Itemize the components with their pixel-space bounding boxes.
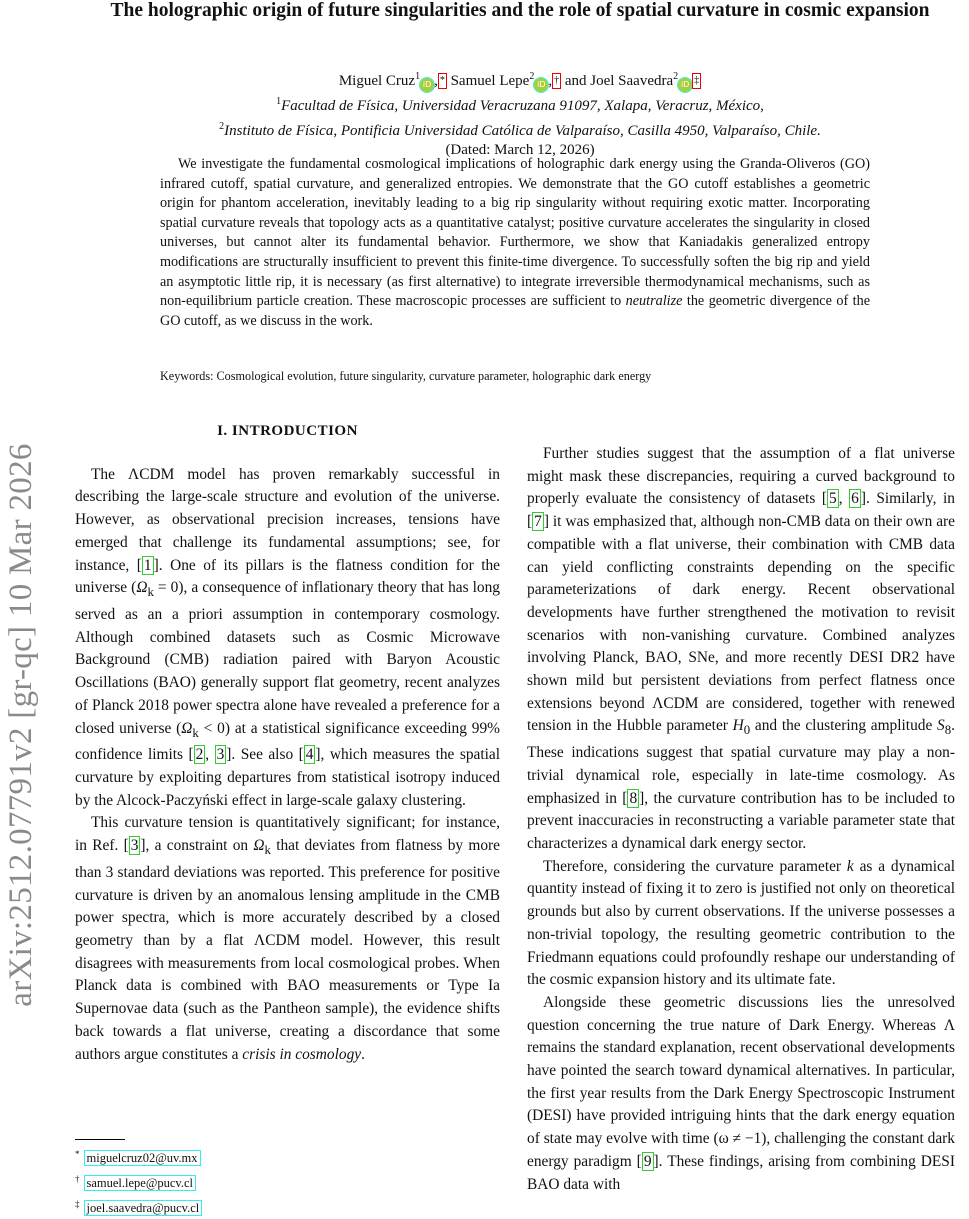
citation-link[interactable]: 4 — [305, 746, 314, 764]
footnote-mark: † — [75, 1174, 80, 1185]
footnote-rule — [75, 1139, 125, 1140]
citation-link[interactable]: 7 — [534, 513, 542, 531]
citation-link[interactable]: 6 — [851, 490, 859, 508]
footnote — [75, 1194, 202, 1219]
email-link[interactable]: samuel.lepe@pucv.cl — [84, 1175, 197, 1191]
footnote-mark: * — [75, 1149, 80, 1159]
footnote-link[interactable]: * — [438, 73, 447, 89]
paragraph: Alongside these geometric discussions lies the unresolved question concerning the true nature of Dark Energy. Whereas Λ remains the standard explanation, recent observational developments have pointed the search toward dynamical alternatives. In particular, the first year results from the Dark Energy Spectroscopic Instrument (DESI) have provided intriguing hints that the dark energy equation of state may evolve with time (ω ≠ −1), challenging the constant dark energy paradigm [ 9 ]. These findings, arising from combining DESI BAO data with — [527, 993, 955, 1193]
author-name: Joel Saavedra — [590, 73, 674, 89]
orcid-icon[interactable]: iD — [420, 78, 434, 92]
affiliation-text: Instituto de Física, Pontificia Universidad Católica de Valparaíso, Casilla 4950, Valparaíso, Chile. — [224, 122, 821, 139]
orcid-icon[interactable]: iD — [534, 78, 548, 92]
footnotes — [75, 1144, 202, 1219]
keywords: Keywords: Cosmological evolution, future singularity, curvature parameter, holographic dark energy — [160, 369, 652, 383]
footnote — [75, 1169, 202, 1194]
citation-link[interactable]: 3 — [130, 837, 139, 855]
left-column — [75, 420, 500, 1066]
citation-link[interactable]: 3 — [216, 746, 225, 764]
paper-title: The holographic origin of future singularities and the role of spatial curvature in cosmic expansion — [110, 0, 930, 21]
author-block — [80, 67, 960, 161]
footnote — [75, 1144, 202, 1169]
affiliation-mark: 1 — [415, 71, 421, 82]
affiliation — [80, 92, 960, 117]
affiliation-number: 2 — [219, 120, 225, 132]
citation-link[interactable]: 8 — [629, 789, 638, 807]
footnote-mark: ‡ — [75, 1199, 80, 1210]
paragraph: Further studies suggest that the assumption of a flat universe might mask these discrepancies, requiring a curved background to properly evaluate the consistency of datasets [ 5 , 6 ]. Similarly, in [ 7 ] it was emphasized that, although non-CMB data on their own are compatible with a flat universe, their combination with CMB data can yield conflicting constraints depending on the specific parameterizations of dark energy. Recent observational developments have further strengthened the motivation to revisit scenarios with non-vanishing curvature. Combined analyzes involving Planck, BAO, SNe, and more recently DESI DR2 have shown mild but persistent deviations from perfect flatness once extensions beyond ΛCDM are considered, together with renewed tension in the Hubble parameter $H_0$ and the clustering amplitude $S_8$. These indications suggest that spatial curvature may play a non-trivial dynamical role, especially in late-time cosmology. As emphasized in [ 8 ], the curvature contribution has to be included to prevent inaccuracies in reconstructing a variable parameter state that characterizes a dynamical dark energy sector. — [527, 445, 955, 853]
paragraph: This curvature tension is quantitatively significant; for instance, in Ref. [ 3 ], a constraint on $\Omega_k$ that deviates from flatness by more than 3 standard deviations was reported. This preference for positive curvature is driven by an anomalous lensing amplitude in the CMB power spectra, which is more accurately described by a closed geometry than by a flat ΛCDM model. However, this result disagrees with measurements from local cosmological probes. When Planck data is combined with BAO measurements or Type Ia Supernovae data (such as the Pantheon sample), the evidence shifts back towards a flat universe, creating a discordance that some authors argue constitutes a crisis in cosmology. — [75, 814, 500, 1063]
emphasis: k — [846, 857, 854, 875]
author-name: Miguel Cruz — [338, 73, 416, 89]
email-link[interactable]: miguelcruz02@uv.mx — [84, 1150, 201, 1166]
right-column — [527, 443, 955, 1196]
affiliation — [80, 117, 960, 142]
footnote-link[interactable]: † — [552, 73, 561, 89]
and-text: and — [564, 73, 587, 89]
citation-link[interactable]: 2 — [195, 746, 204, 764]
author-list: Miguel Cruz$^1$iD , * Samuel Lepe$^2$iD , † and Joel Saavedra$^2$iD ‡ — [80, 67, 960, 92]
section-heading: I. INTRODUCTION — [217, 423, 358, 439]
affiliation-text: Facultad de Física, Universidad Veracruzana 91097, Xalapa, Veracruz, México, — [281, 98, 764, 114]
emphasis: crisis in cosmology — [242, 1045, 362, 1063]
footnote-link[interactable]: ‡ — [692, 73, 701, 89]
citation-link[interactable]: 5 — [829, 490, 837, 508]
paragraph: The ΛCDM model has proven remarkably successful in describing the large-scale structure and evolution of the universe. However, as observational precision increases, tensions have emerged that challenge its fundamental assumptions; see, for instance, [ 1 ]. One of its pillars is the flatness condition for the universe $(\Omega_k = 0)$, a consequence of inflationary theory that has long served as an a priori assumption in contemporary cosmology. Although combined datasets such as Cosmic Microwave Background (CMB) radiation paired with Baryon Acoustic Oscillations (BAO) generally support flat geometry, recent analyzes of Planck 2018 power spectra alone have revealed a preference for a closed universe $(\Omega_k < 0)$ at a statistical significance exceeding 99% confidence limits [ 2 , 3 ]. See also [ 4 ], which measures the spatial curvature by exploiting departures from statistical isotropy induced by the Alcock-Paczyński effect in large-scale galaxy clustering. — [75, 465, 501, 809]
paragraph: Therefore, considering the curvature parameter k as a dynamical quantity instead of fixing it to zero is justified not only on theoretical grounds but also by current observations. If the universe possesses a non-trivial topology, the resulting geometric contribution to the Friedmann equations could profoundly reshape our understanding of the cosmic expansion history and its ultimate fate. — [527, 857, 955, 989]
arxiv-identifier[interactable]: arXiv:2512.07791v2 [gr-qc] 10 Mar 2026 — [3, 443, 39, 1007]
affiliation-number: 1 — [276, 96, 282, 107]
abstract: We investigate the fundamental cosmological implications of holographic dark energy using the Granda-Oliveros (GO) infrared cutoff, spatial curvature, and generalized entropies. We demonstrate that the GO cutoff establishes a geometric origin for phantom acceleration, inevitably leading to a big rip singularity without requiring exotic matter. Incorporating spatial curvature reveals that topology acts as a quantitative catalyst; positive curvature accelerates the singularity in closed universes, but cannot alter its fundamental behavior. Furthermore, we show that Kaniadakis generalized entropy modifications are structurally insufficient to prevent this finite-time divergence. To successfully soften the big rip and yield an asymptotic little rip, it is necessary (as first alternative) to integrate irreversible thermodynamical mechanisms, such as non-equilibrium particle creation. These macroscopic processes are sufficient to neutralize the geometric divergence of the GO cutoff, as we discuss in the work. — [160, 156, 870, 329]
orcid-icon[interactable]: iD — [678, 78, 692, 92]
email-link[interactable]: joel.saavedra@pucv.cl — [84, 1200, 203, 1216]
affiliation-mark: 2 — [673, 71, 679, 82]
emphasis: neutralize — [625, 293, 683, 310]
citation-link[interactable]: 9 — [643, 1152, 652, 1170]
date-line: (Dated: March 12, 2026) — [445, 142, 595, 158]
citation-link[interactable]: 1 — [143, 556, 152, 574]
affiliation-mark: 2 — [529, 71, 535, 82]
author-name: Samuel Lepe — [450, 73, 530, 89]
